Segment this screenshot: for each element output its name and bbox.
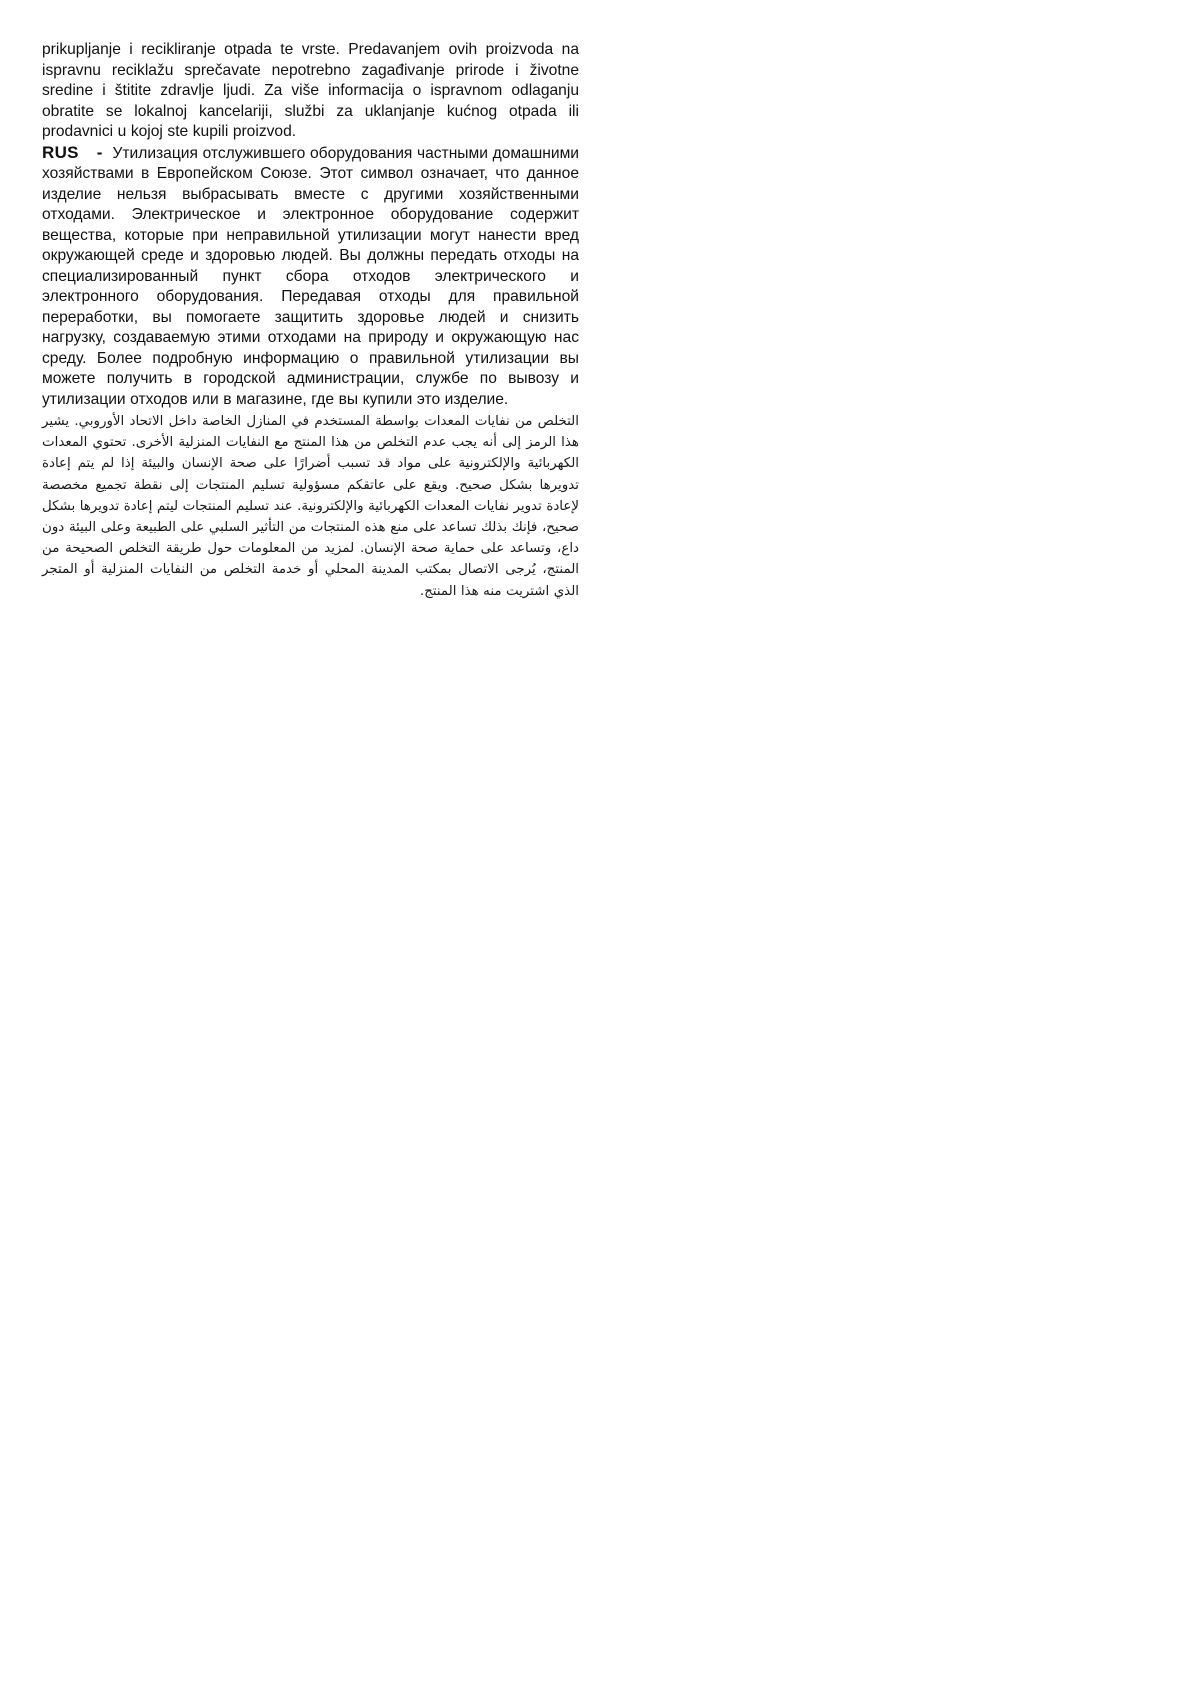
- text-column: [42, 40, 579, 602]
- russian-disposal-section: [42, 143, 579, 411]
- language-code-rus: RUS: [42, 142, 79, 162]
- arabic-disposal-paragraph: التخلص من نفايات المعدات بواسطة المستخدم في المنازل الخاصة داخل الاتحاد الأوروبي. يشير هذا الرمز إلى أنه يجب عدم التخلص من هذا المنتج مع النفايات المنزلية الأخرى. تحتوي المعدات الكهربائية والإلكترونية على مواد قد تسبب أضرارًا على صحة الإنسان والبيئة إذا لم يتم إعادة تدويرها بشكل صحيح. ويقع على عاتقكم مسؤولية تسليم المنتجات إلى نقطة تجميع مخصصة لإعادة تدوير نفايات المعدات الكهربائية والإلكترونية. عند تسليم المنتجات ليتم إعادة تدويرها بشكل صحيح، فإنك بذلك تساعد على منع هذه المنتجات من التأثير السلبي على الطبيعة وعلى البيئة دون داع، وتساعد على حماية صحة الإنسان. لمزيد من المعلومات حول طريقة التخلص الصحيحة من المنتج، يُرجى الاتصال بمكتب المدينة المحلي أو خدمة التخلص من النفايات المنزلية أو المتجر الذي اشتريت منه هذا المنتج.: [42, 414, 579, 599]
- russian-disposal-paragraph: Утилизация отслужившего оборудования частными домашними хозяйствами в Европейском Союзе. Этот символ означает, что данное изделие нельзя выбрасывать вместе с другими хозяйственными отходами. Электрическое и электронное оборудование содержит вещества, которые при неправильной утилизации могут нанести вред окружающей среде и здоровью людей. Вы должны передать отходы на специализированный пункт сбора отходов электрического и электронного оборудования. Передавая отходы для правильной переработки, вы помогаете защитить здоровье людей и снизить нагрузку, создаваемую этими отходами на природу и окружающую нас среду. Более подробную информацию о правильной утилизации вы можете получить в городской администрации, службе по вывозу и утилизации отходов или в магазине, где вы купили это изделие.: [42, 144, 579, 408]
- serbian-disposal-paragraph: prikupljanje i recikliranje otpada te vrste. Predavanjem ovih proizvoda na ispravnu reciklažu sprečavate nepotrebno zagađivanje prirode i životne sredine i štitite zdravlje ljudi. Za više informacija o ispravnom odlaganju obratite se lokalnoj kancelariji, službi za uklanjanje kućnog otpada ili prodavnici u kojoj ste kupili proizvod.: [42, 41, 579, 140]
- language-code-separator: -: [96, 142, 103, 162]
